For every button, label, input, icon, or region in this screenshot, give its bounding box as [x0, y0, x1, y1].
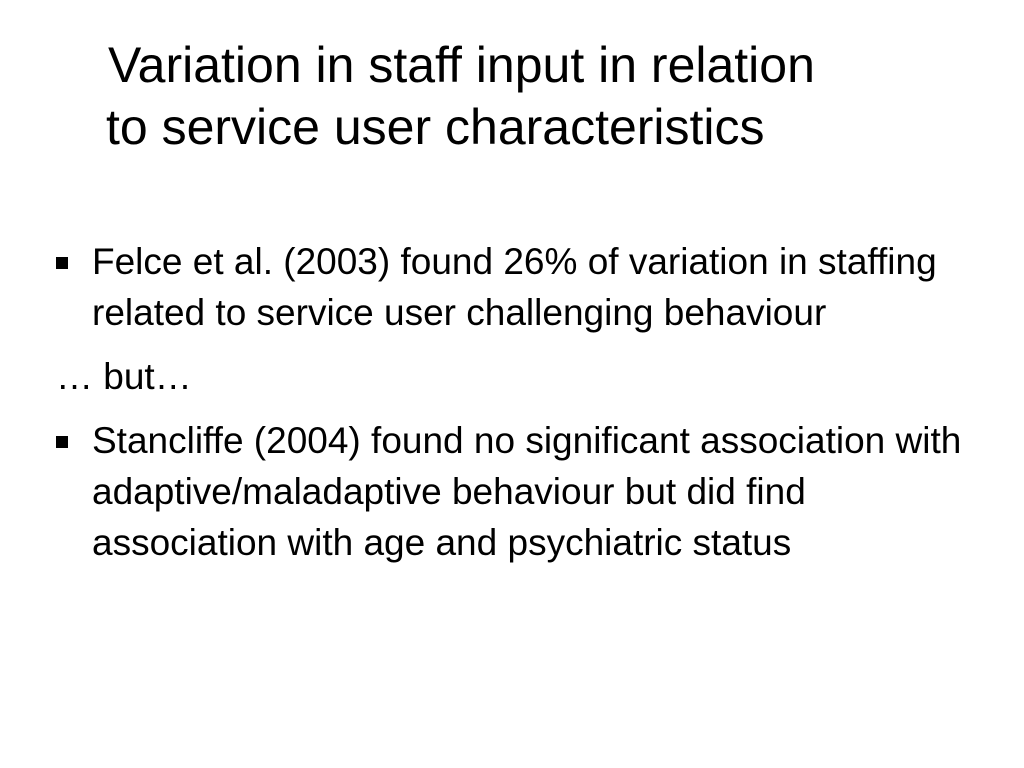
title-line: Variation in staff input in relation	[108, 37, 815, 93]
list-item-text: Felce et al. (2003) found 26% of variation in staffing related to service user challenging behaviour	[92, 241, 937, 333]
square-bullet-icon	[56, 257, 68, 269]
bullet-list	[0, 236, 1024, 568]
list-item	[0, 236, 1024, 338]
title-line: to service user characteristics	[106, 99, 765, 155]
slide-title	[106, 34, 1006, 158]
list-item-text: Stancliffe (2004) found no significant association with adaptive/maladaptive behaviour but did find association with age and psychiatric status	[92, 420, 962, 563]
list-item-text: … but…	[56, 356, 192, 397]
square-bullet-icon	[56, 436, 68, 448]
list-item	[0, 351, 1024, 402]
list-item	[0, 415, 1024, 568]
